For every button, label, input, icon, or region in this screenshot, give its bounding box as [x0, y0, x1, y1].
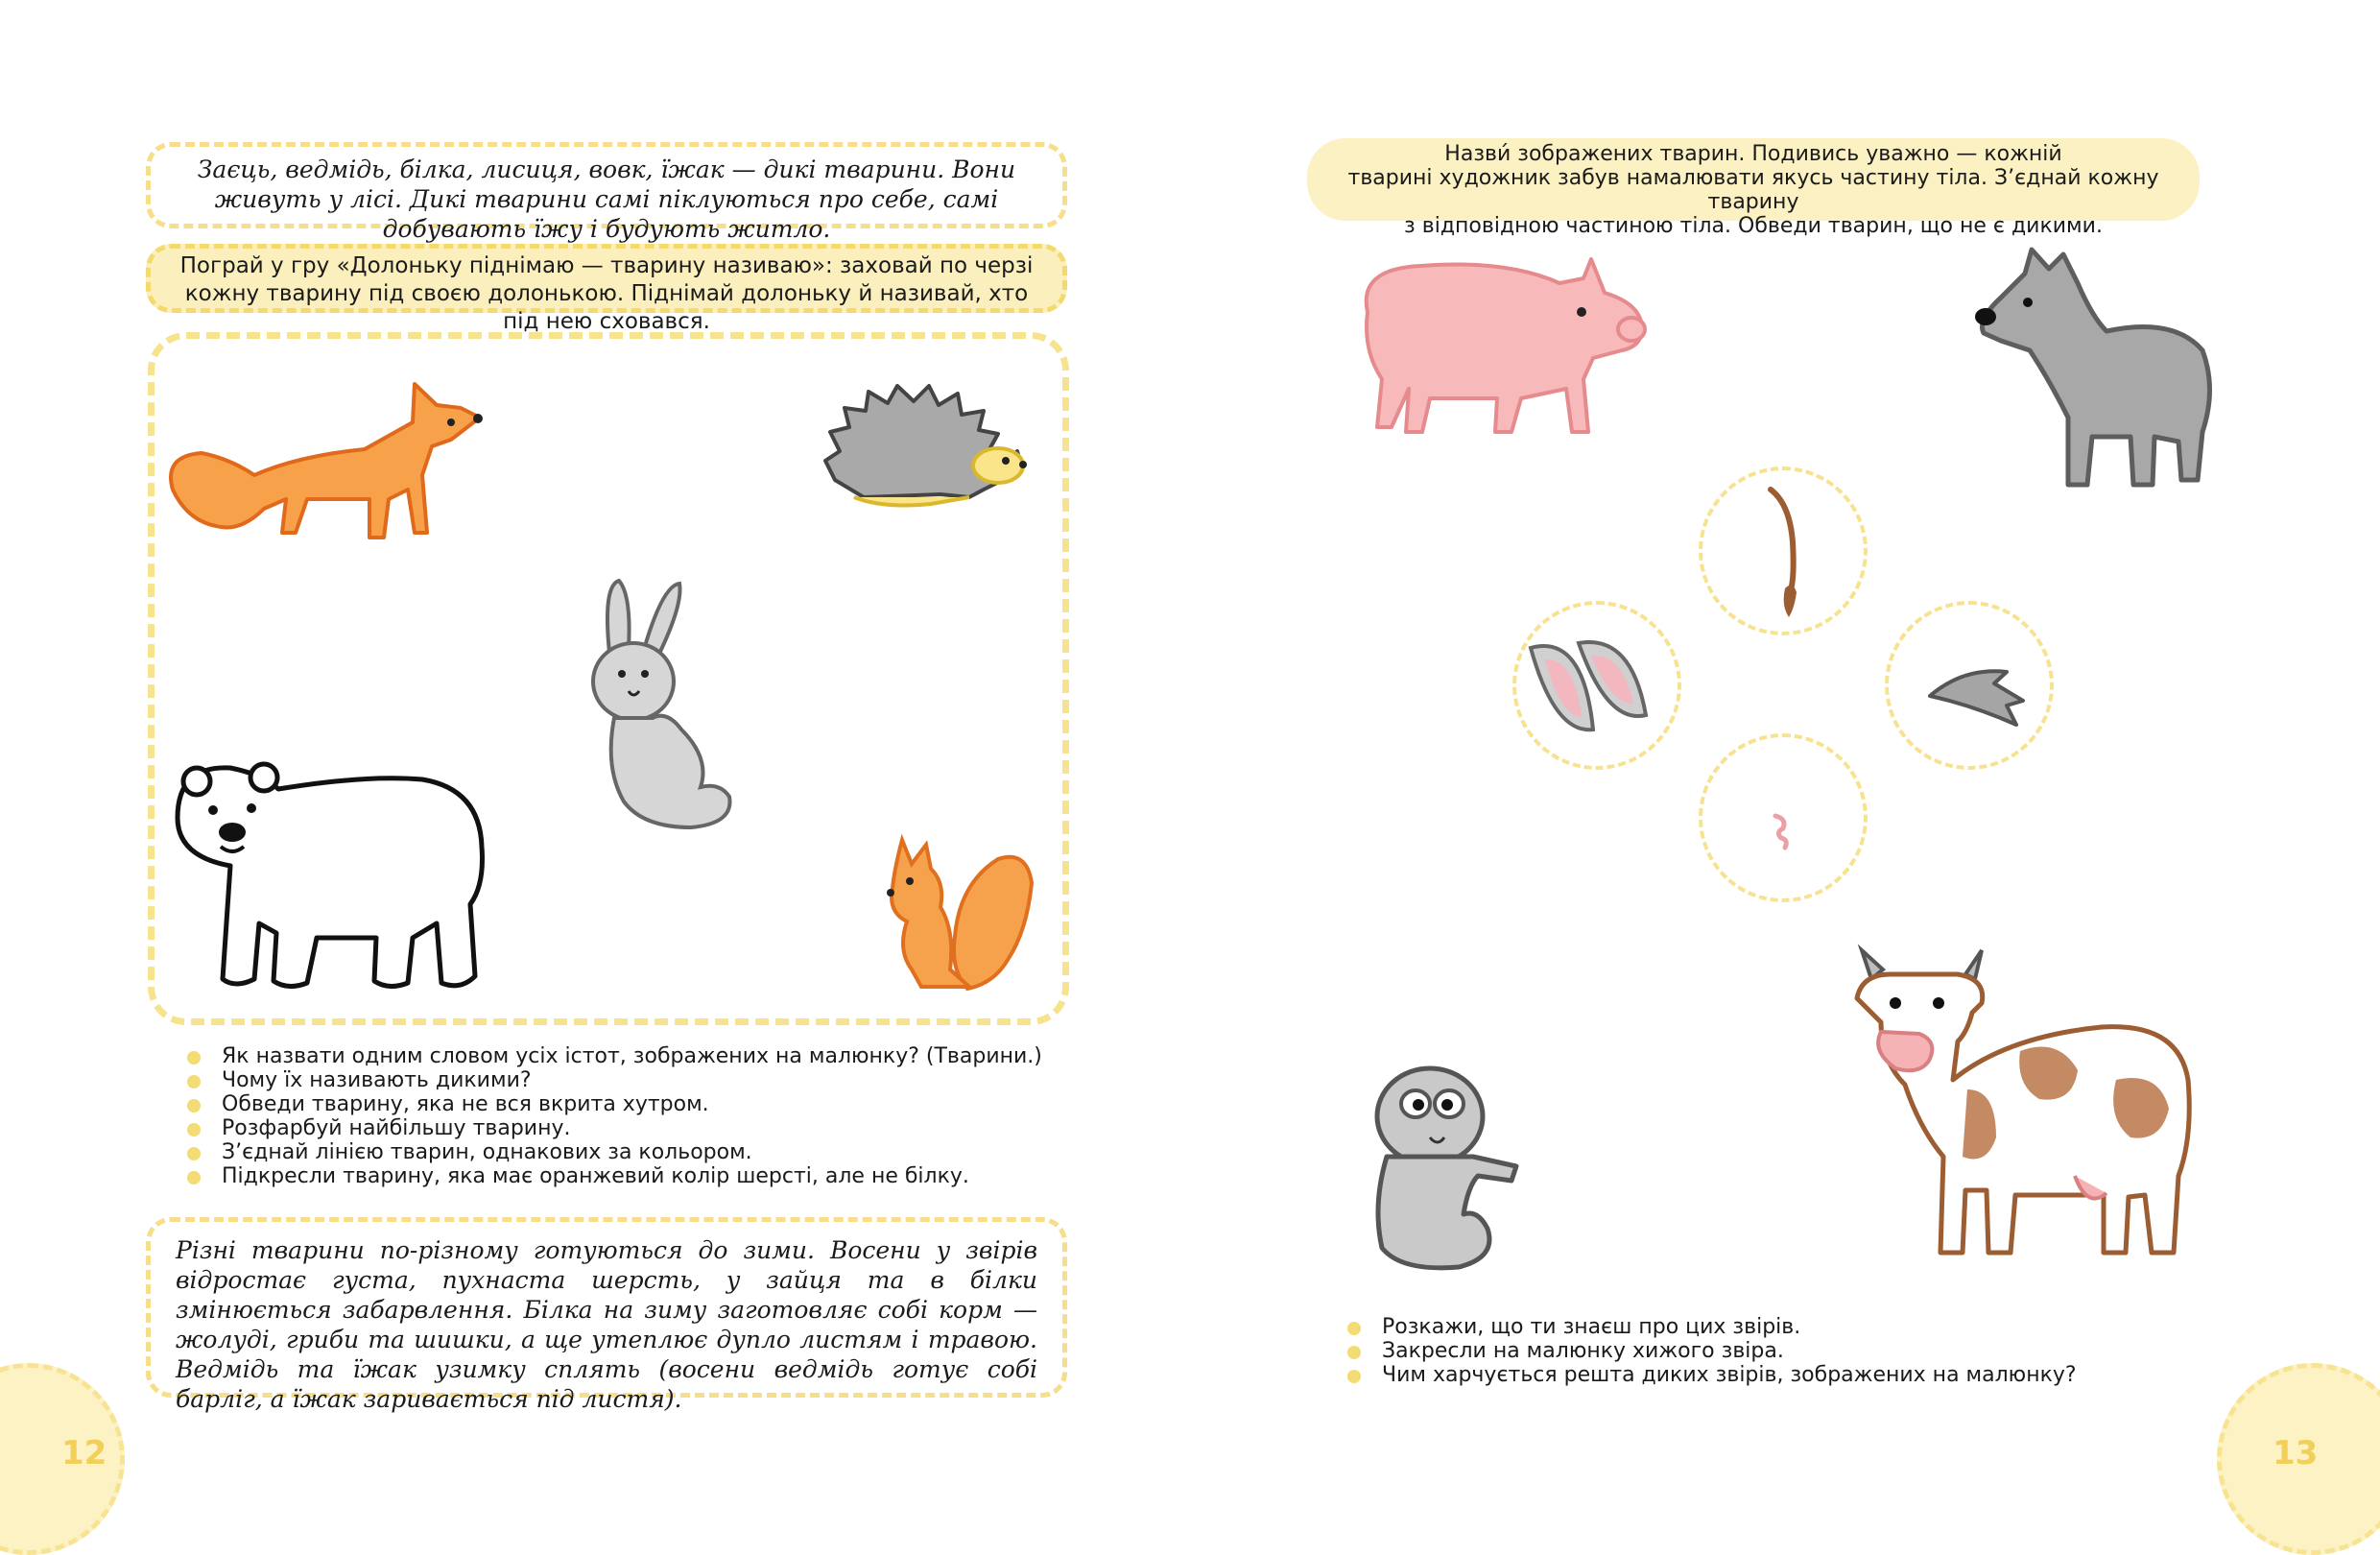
list-item: Чому їх називають дикими? [187, 1068, 1042, 1092]
right-instruction [1307, 138, 2200, 238]
game-text: Пограй у гру «Долоньку піднімаю — тварину називаю»: заховай по черзі кожну тварину під своєю долонькою. Піднімай долоньку й називай, хто під нею сховався. [179, 253, 1034, 334]
wolf-icon [1972, 245, 2222, 494]
cow-icon [1852, 945, 2198, 1262]
page-number-right: 13 [2273, 1434, 2319, 1472]
winter-text: Різні тварини по-різному готуються до зими. Восени у звірів відростає густа, пухнаста шерсть, у зайця та в білки змінюється забарвлення. Білка на зиму заготовляє собі корм — жолуді, гриби та шишки, а ще утеплює дупло листям і травою. Ведмідь та їжак узимку сплять (восени ведмідь готує собі барліг, а їжак заривається під листя). [176, 1236, 1037, 1413]
left-question-list [187, 1044, 1042, 1188]
left-page [0, 0, 1190, 1530]
game-box [146, 244, 1067, 334]
tail-icon [1766, 485, 1804, 619]
list-item: Обведи тварину, яка не вся вкрита хутром. [187, 1092, 1042, 1116]
ears-icon [1526, 638, 1651, 744]
bear-icon [173, 760, 489, 1000]
list-item: Як назвати одним словом усіх істот, зображених на малюнку? (Тварини.) [187, 1044, 1042, 1068]
intro-box [146, 142, 1067, 243]
list-item: З’єднай лінією тварин, однакових за кольором. [187, 1140, 1042, 1164]
list-item: Чим харчується решта диких звірів, зображених на малюнку? [1347, 1363, 2077, 1387]
hedgehog-icon [825, 384, 1027, 518]
list-item: Розкажи, що ти знаєш про цих звірів. [1347, 1315, 2077, 1339]
winter-box [146, 1217, 1067, 1413]
right-question-list [1347, 1315, 2077, 1387]
wolf-ear-icon [1925, 662, 2031, 730]
list-item: Підкресли тварину, яка має оранжевий колір шерсті, але не білку. [187, 1164, 1042, 1188]
hare-icon [576, 576, 753, 835]
instruction-line: тварині художник забув намалювати якусь частину тіла. З’єднай кожну тварину [1347, 166, 2159, 214]
pig-icon [1353, 254, 1651, 446]
instruction-line: з відповідною частиною тіла. Обведи тварин, що не є дикими. [1404, 214, 2103, 238]
list-item: Розфарбуй найбільшу тварину. [187, 1116, 1042, 1140]
intro-text: Заєць, ведмідь, білка, лисиця, вовк, їжак — дикі тварини. Вони живуть у лісі. Дикі тварини самі піклуються про себе, самі добувають їжу і будують житло. [197, 156, 1016, 243]
page-number-left: 12 [61, 1434, 107, 1472]
list-item: Закресли на малюнку хижого звіра. [1347, 1339, 2077, 1363]
instruction-line: Назви́ зображених тварин. Подивись уважно — кожній [1444, 142, 2062, 166]
squirrel-icon [883, 825, 1036, 998]
fox-icon [163, 365, 489, 557]
pig-tail-icon [1768, 811, 1797, 849]
mole-icon [1353, 1061, 1526, 1277]
